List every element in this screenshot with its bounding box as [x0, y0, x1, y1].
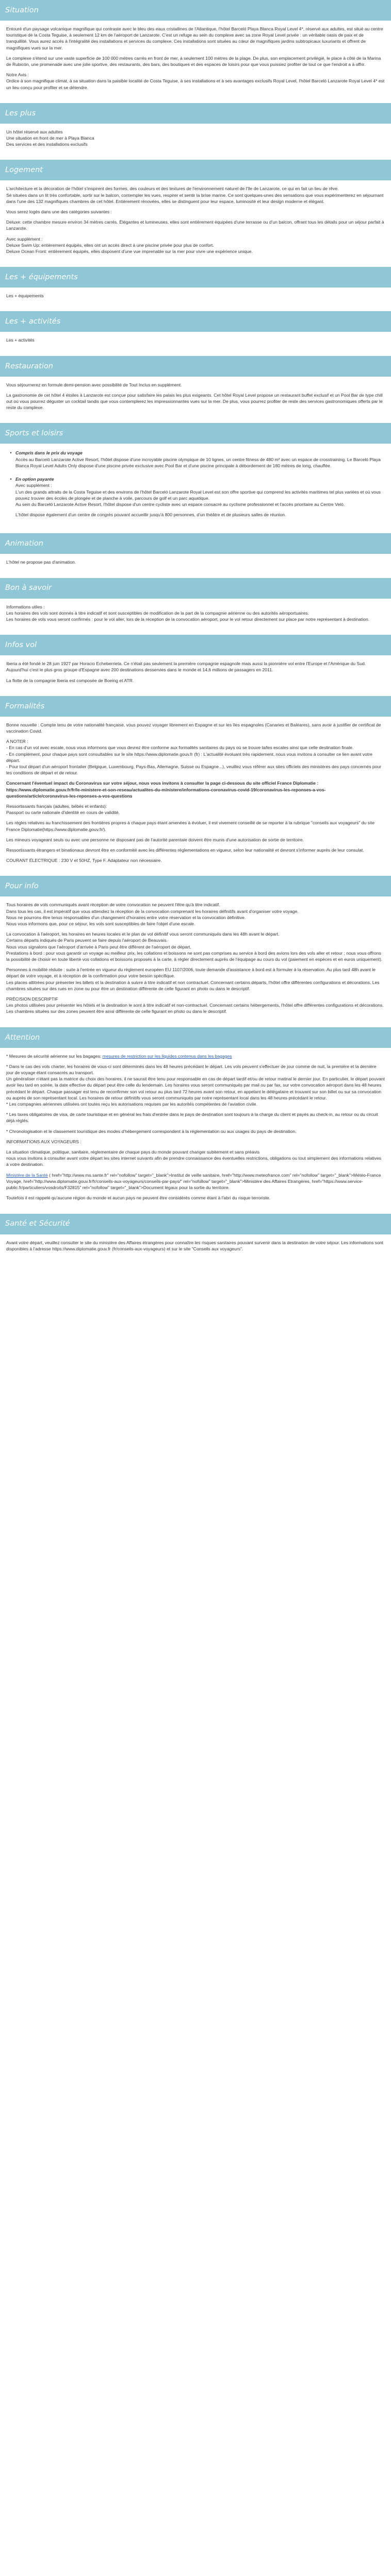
paragraph — [6, 1172, 385, 1191]
bullet-icon: • — [10, 477, 12, 482]
section-header — [0, 1027, 391, 1048]
section-body — [0, 21, 391, 96]
section-header — [0, 267, 391, 287]
section-animation — [0, 533, 391, 570]
section-header — [0, 103, 391, 124]
paragraph: L'architecture et la décoration de l'hôtel s'inspirent des formes, des couleurs et des textures de l'environnement naturel de l'île de Lanzarote, ce qui en fait un lieu de rêve. Sé situées dans un lit très confortable, sortir sur le balcon, contempler les vues, respirer et sentir la brise marine. Ce sont quelques-unes des sensations que vous expérimenterez en séjournant dans l'une des 132 magnifiques chambres de cet hôtel. Entièrement rénovées, elles se distinguent pour leur espace, luminosité et leur design moderne et élégant. — [6, 186, 384, 204]
paragraph: Les + équipements — [6, 293, 44, 299]
section-header — [0, 533, 391, 554]
paragraph: Bonne nouvelle : Compte tenu de votre nationalité française, vous pouvez voyager librement en Espagne et sur les îles espagnoles (Canaries et Baléares), sans avoir à justifier de certificat de vaccination Covid. — [6, 722, 381, 734]
section-header — [0, 696, 391, 717]
list-item: Des services et des installations exclusifs — [6, 142, 88, 147]
section-header — [0, 1214, 391, 1234]
paragraph: Avec supplément : Deluxe Swim Up: entièrement équipés, elles ont un accès direct à une piscine privée pour plus de confort. Deluxe Ocean Front: entièrement équipés, elles disposent d'une vue imprenable sur la mer pour vivre une expérience unique. — [6, 236, 253, 255]
ministry-health-link[interactable]: Ministère de la Santé — [6, 1172, 48, 1178]
section-header — [0, 635, 391, 655]
bullet-title: En option payante — [15, 477, 54, 482]
section-body — [0, 599, 391, 628]
list-item: Un hôtel réservé aux adultes — [6, 129, 63, 134]
section-header — [0, 423, 391, 444]
paragraph: Accès au Barceló Lanzarote Active Resort, l'hôtel dispose d'une incroyable piscine olympique de 10 lignes, un centre fitness de 480 m² avec un espace de crosstraining. Le Barceló Playa Blanca Royal Level Adults Only dispose d'une piscine privée exclusive avec Pool Bar et d'une piscine principale à débordement de 180 mètres de long, chauffée. — [15, 456, 381, 468]
paragraph: Les règles relatives au franchissement des frontières propres à chaque pays étant amenées à évoluer, il est vivement conseillé de se reporter à la rubrique "conseils aux voyageurs" du site France Diplomatie(https://www.diplomatie.gouv.fr/). — [6, 820, 375, 832]
section-header — [0, 311, 391, 332]
paragraph: La gastronomie de cet hôtel 4 étoiles à Lanzarote est conçue pour satisfaire les palais les plus exigeants. Cet hôtel Royal Level propose un restaurant buffet exclusif et un Pool Bar de type chill out où vous pourrez déguster un cocktail tandis que vous contemplerez les impressionnantes vues sur la mer. De plus, vous pourrez profiter de reste des services gastronomiques offerts par le reste du complexe. — [6, 392, 383, 411]
section-title: Animation — [5, 539, 43, 548]
section-restauration — [0, 356, 391, 416]
paragraph: PRÉCISION DESCRIPTIF Les photos utilisées pour présenter les hôtels et la destination le sont à titre indicatif et non-contractuel. Concernant certains hébergements, l'hôtel offre différentes configurations et décorations. Les chambres situées sur des zones peuvent être ainsi différente de celle figurant en photo ou dans le descriptif. — [6, 996, 384, 1014]
paragraph: * Les taxes obligatoires de visa, de carte touristique et en général les frais d'entrée dans le pays de destination sont toujours à la charge du client et payés au check-in, au retour ou du circuit déjà réglés. — [6, 1112, 378, 1124]
paragraph: COURANT ÉLECTRIQUE : 230 V et 50HZ, Type F. Adaptateur non nécessaire. — [6, 858, 162, 863]
paragraph: Entouré d'un paysage volcanique magnifique qui contraste avec le bleu des eaux cristallines de l'Atlantique, l'hôtel Barceló Playa Blanca Royal Level 4*, réservé aux adultes, est situé au centre touristique de la Costa Teguise, à seulement 12 km de l'aéroport de Lanzarote. C'est un refuge au sein du complexe avec sa zone Royal Level privée : un véritable oasis de paix et de tranquillité. Vous aurez accès à l'intégralité des installations et services du complexe. Ces installations sont situées au cœur de magnifiques jardins subtropicaux luxuriants et offrent de magnifiques vues sur la mer. — [6, 26, 383, 50]
section-body — [0, 655, 391, 689]
paragraph: La flotte de la compagnie Iberia est composée de Boeing et ATR. — [6, 677, 134, 683]
section-body — [0, 287, 391, 304]
section-title: Bon à savoir — [5, 584, 52, 592]
paragraph: Le complexe s'étend sur une vaste superficie de 100 000 mètres carrés en front de mer, à seulement 100 mètres de la plage. De plus, son emplacement privilégié, le place à côté de la Marina de Rubicón, une promenade avec une jolie sportive, des restaurants, des bars, des boutiques et des espaces de loisirs pour que vous puissiez profiter de tout ce que l'endroit a à offrir. — [6, 55, 381, 67]
section-title: Formalités — [5, 702, 45, 710]
section-body — [0, 717, 391, 869]
paragraph: Vous séjournerez en formule demi-pension avec possibilité de Tout Inclus en supplément. — [6, 382, 182, 387]
section-body — [0, 1234, 391, 1257]
section-title: Les plus — [5, 109, 36, 117]
section-formalites — [0, 696, 391, 869]
section-title: Logement — [5, 166, 43, 175]
section-header — [0, 356, 391, 377]
text-span: ( href="http://www.ms.sante.fr" rel="nofollow" target="_blank">Institut de veille sanitaire, href="http://www.meteofrance.com" rel="nofollow" target="_blank">Météo-France Voyage, href="http://www.diplomatie.gouv.fr/fr/conseils-aux-voyageurs/conseils-par-pays/" rel="nofollow" target="_blank">Ministère des Affaires Etrangères, href="https://www.service-public.fr/particuliers/vosdroits/F32815" rel="nofollow" target="_blank">Document légaux pour la sortie du territoire. — [6, 1172, 381, 1191]
paragraph: Ressortissants étrangers et binationaux devront être en conformité avec les différentes réglementations en vigueur, selon leur nationalité et devront s'informer auprès de leur consulat. — [6, 847, 364, 853]
section-body — [0, 1048, 391, 1207]
section-sports-loisirs — [0, 423, 391, 526]
paragraph: A NOTER : - En cas d'un vol avec escale, nous vous informons que vous devrez être conforme aux formalités sanitaires du pays où se trouve la/les escales ainsi que celle destination finale. - En complément, pour chaque pays sont consultables sur le site https://www.diplomatie.gouv.fr (fr) : L'actualité évoluant très rapidement, nous vous invitons à consulter ce lien avant votre départ. - Pour tout départ d'un aéroport frontalier (Belgique, Luxembourg, Pays-Bas, Allemagne, Suisse ou Espagne...), veuillez vous référer aux sites officiels des ministères des pays concernés pour les conditions de départ et de retour. — [6, 739, 382, 776]
section-logement — [0, 160, 391, 260]
section-activites — [0, 311, 391, 348]
paragraph: Ressortissants français (adultes, bébés et enfants): Passport ou carte nationale d'identité en cours de validité. — [6, 803, 120, 816]
list-item: Une situation en front de mer à Playa Blanca — [6, 135, 94, 141]
paragraph: Deluxe: cette chambre mesure environ 34 mètres carrés. Élégantes et lumineuses, elles sont entièrement équipées d'une terrasse ou d'un balcon, offrant tous les détails pour un séjour parfait à Lanzarote. — [6, 219, 384, 231]
paragraph: Vous serez logés dans une des catégories suivantes : — [6, 209, 112, 215]
section-title: Santé et Sécurité — [5, 1219, 70, 1228]
paragraph: La convocation à l'aéroport, les horaires en heures locales et le plan de vol définitif vous seront communiqués dans les 48h avant le départ. Certains départs indiqués de Paris peuvent se faire depuis l'aéroport de Beauvais. Nous vous signalons que l'aéroport d'arrivée à Paris peut être différent de l'aéroport de départ. Prestations à bord : pour vous garantir un voyage au meilleur prix, les collations et boissons ne sont pas comprises au service à bord des avions lors des vols aller et retour ; nous vous offrons la possibilité de choisir en toute liberté vos collations et boissons proposés à la carte, à régler directement auprès de l'équipage au cours du vol (paiement en espèces et en euros uniquement). — [6, 931, 383, 962]
section-header — [0, 876, 391, 896]
paragraph: INFORMATIONS AUX VOYAGEURS : — [6, 1139, 82, 1144]
section-attention — [0, 1027, 391, 1207]
section-header — [0, 0, 391, 21]
paragraph: * Dans le cas des vols charter, les horaires de vous-ci sont déterminés dans les 48 heures précédant le départ. Les vols peuvent s'effectuer de jour comme de nuit, la première et la dernière jour de voyage étant consacrés au transport. Un généraliser n'étant pas la matrice du choix des horaires, il ne saurait être tenu pour responsable en cas de départ tardif et/ou de retour matinal le dernier jour. En particulier, le départ pouvant avoir lieu tard en soirée, la date effective du départ peut être celle du lendemain. Les horaires vous seront communiqués par mail ou par fax, sur votre convocation aéroport dans les 48 heures précédant le départ. Chaque passager est tenu de reconfirmer son vol retour au plus tard 72 heures avant son retour, en appelant le délégataire et trouvant sur son billet ou sur sa convocation ou auprès de son représentant local. Les horaires de retour définitifs vous seront communiqués par notre représentant local dans les 48 heures précédant le retour. * Les compagnies aériennes utilisées ont toutes reçu les autorisations requises par les autorités compétentes de l'aviation civile. — [6, 1063, 385, 1107]
paragraph: Notre Avis : Ordice à son magnifique climat, à sa situation dans la paisible localité de Costa Teguise, à ses installations et à ses avantages exclusifs Royal Level, l'hôtel Barceló Lanzarote Royal Level 4* est un lieu conçu pour profiter et se détendre. — [6, 72, 385, 90]
paragraph: Avec supplément : L'un des grands attraits de la Costa Teguise et des environs de l'hôtel Barceló Lanzarote Royal Level est son offre sportive qui comprend les activités maritimes tel plus variées et où vous pouvez trouver des écoles de plongée et de planche à voile, parcours de golf et un parc aquatique. Au sein du Barceló Lanzarote Active Resort, l'hôtel dispose d'un centre cycliste avec un espace consacré au cyclisme professionnel et l'accès prioritaire au Centre Velò. — [15, 483, 381, 507]
list-item — [6, 450, 385, 473]
section-body — [0, 124, 391, 153]
paragraph: Les + activités — [6, 337, 35, 343]
text-span: * Mesures de sécurité aérienne sur les bagages: — [6, 1053, 103, 1059]
section-body — [0, 377, 391, 416]
bullet-title: Compris dans le prix du voyage — [15, 450, 83, 456]
section-body — [0, 332, 391, 348]
paragraph: La situation climatique, politique, sanitaire, réglementaire de chaque pays du monde pouvant changer subitement et sans préavis nous vous invitons à consulter avant votre départ les sites internet suivants afin de prendre connaissance des éventuelles restrictions, obligations ou tout simplement des informations relatives à votre destination. — [6, 1149, 382, 1167]
section-title: Attention — [5, 1033, 40, 1042]
section-header — [0, 578, 391, 599]
section-title: Infos vol — [5, 641, 37, 650]
section-body — [0, 896, 391, 1020]
paragraph: Iberia a été fondé le 28 juin 1927 par Horacio Echeberrieta. Ce n'était pas seulement la première compagnie espagnole mais aussi la pionnière vol entre l'Europe et l'Amérique du Sud. Aujourd'hui c'est le plus gros groupe d'Espagne avec 200 destinations desservies dans le monde et 14,6 millions de passagers en 2011. — [6, 661, 366, 673]
section-sante-securite — [0, 1214, 391, 1257]
section-body — [0, 554, 391, 570]
paragraph: Tous horaires de vols communiqués avant réception de votre convocation ne peuvent l'être qu'à titre indicatif. Dans tous les cas, il est impératif que vous attendiez la réception de la convocation comprenant les horaires définitifs avant d'organiser votre voyage. Nous ne pourrons être tenus responsables d'un changement d'horaires entre votre réservation et la convocation définitive. Nous vous informons que, pour ce séjour, les vols sont susceptibles de faire l'objet d'une escale. — [6, 902, 299, 926]
paragraph: L'hôtel ne propose pas d'animation. — [6, 560, 76, 565]
paragraph: Personnes à mobilité réduite : suite à l'entrée en vigueur du règlement européen EU 1107/2006, toute demande d'assistance à bord est à formuler à la réservation. Au plus tard 48h avant le départ de votre voyage, et à réception de la confirmation pour votre besoin spécifique. Les places attitrées pour présenter les billets et la destination à suivre à titre indicatif et non contractuel. Concernant certains départs, l'hôtel offre différentes configurations et décorations. Les chambres situées sur des rues en zone ou pour être un destination différente de celle figurant en photo ou dans le descriptif. — [6, 967, 380, 991]
section-title: Situation — [5, 6, 39, 14]
section-title: Pour info — [5, 882, 39, 891]
paragraph: Avant votre départ, veuillez consulter le site du ministère des Affaires étrangères pour connaître les risques sanitaires pouvant survenir dans la destination de votre séjour. Les informations sont disponibles à l'adresse https://www.diplomatie.gouv.fr (fr/conseils-aux-voyageurs) et sur le site "Conseils aux voyageurs". — [6, 1240, 384, 1251]
bullet-content — [15, 476, 385, 522]
paragraph: * Chronologisation et le classement touristique des modes d'hébergement correspondent à la réglementation ou aux usages du pays de destination. — [6, 1128, 297, 1134]
section-title: Restauration — [5, 362, 53, 370]
section-body — [0, 444, 391, 526]
paragraph: Informations utiles : Les horaires des vols sont donnés à titre indicatif et sont susceptibles de modification de la part de la compagnie aérienne ou des autorités aéroportuaires. Les horaires de vols vous seront confirmés : pour le vol aller, lors de la réception de la convocation aéroport, pour le vol retour directement sur place par notre représentant à destination. — [6, 604, 370, 622]
section-equipements — [0, 267, 391, 304]
section-pour-info — [0, 876, 391, 1020]
section-title: Sports et loisirs — [5, 429, 63, 438]
section-bon-a-savoir — [0, 578, 391, 628]
section-title: Les + activités — [5, 317, 61, 326]
section-infos-vol — [0, 635, 391, 689]
bullet-icon: • — [10, 450, 12, 456]
section-body — [0, 180, 391, 260]
list-item — [6, 476, 385, 522]
bullet-content — [15, 450, 385, 473]
paragraph: Toutefois il est rappelé qu'aucune région du monde et aucun pays ne peuvent être considérés comme étant à l'abri du risque terroriste. — [6, 1195, 271, 1201]
covid-notice: Concernant l'éventuel impact du Coronavirus sur votre séjour, nous vous invitons à consulter la page ci-dessous du site officiel France Diplomatie : https://www.diplomatie.gouv.fr/fr/le-ministere-et-son-reseau/actualites-du-ministere/informations-coronavirus-covid-19/coronavirus-les-reponses-a-vos-questions/article/coronavirus-les-reponses-a-vos-questions — [6, 781, 326, 799]
section-header — [0, 160, 391, 180]
paragraph: L'hôtel dispose également d'un centre de congrès pouvant accueillir jusqu'à 800 personnes, d'un théâtre et de plusieurs salles de réunion. — [15, 512, 286, 518]
liquids-restriction-link[interactable]: mesures de restriction sur les liquides contenus dans les bagages — [102, 1053, 232, 1059]
section-les-plus — [0, 103, 391, 153]
paragraph: Les mineurs voyageant seuls ou avec une personne ne disposant pas de l'autorité parentale doivent être munis d'une autorisation de sortie de territoire. — [6, 837, 304, 842]
section-situation — [0, 0, 391, 96]
section-title: Les + équipements — [5, 273, 78, 282]
paragraph — [6, 1053, 385, 1059]
